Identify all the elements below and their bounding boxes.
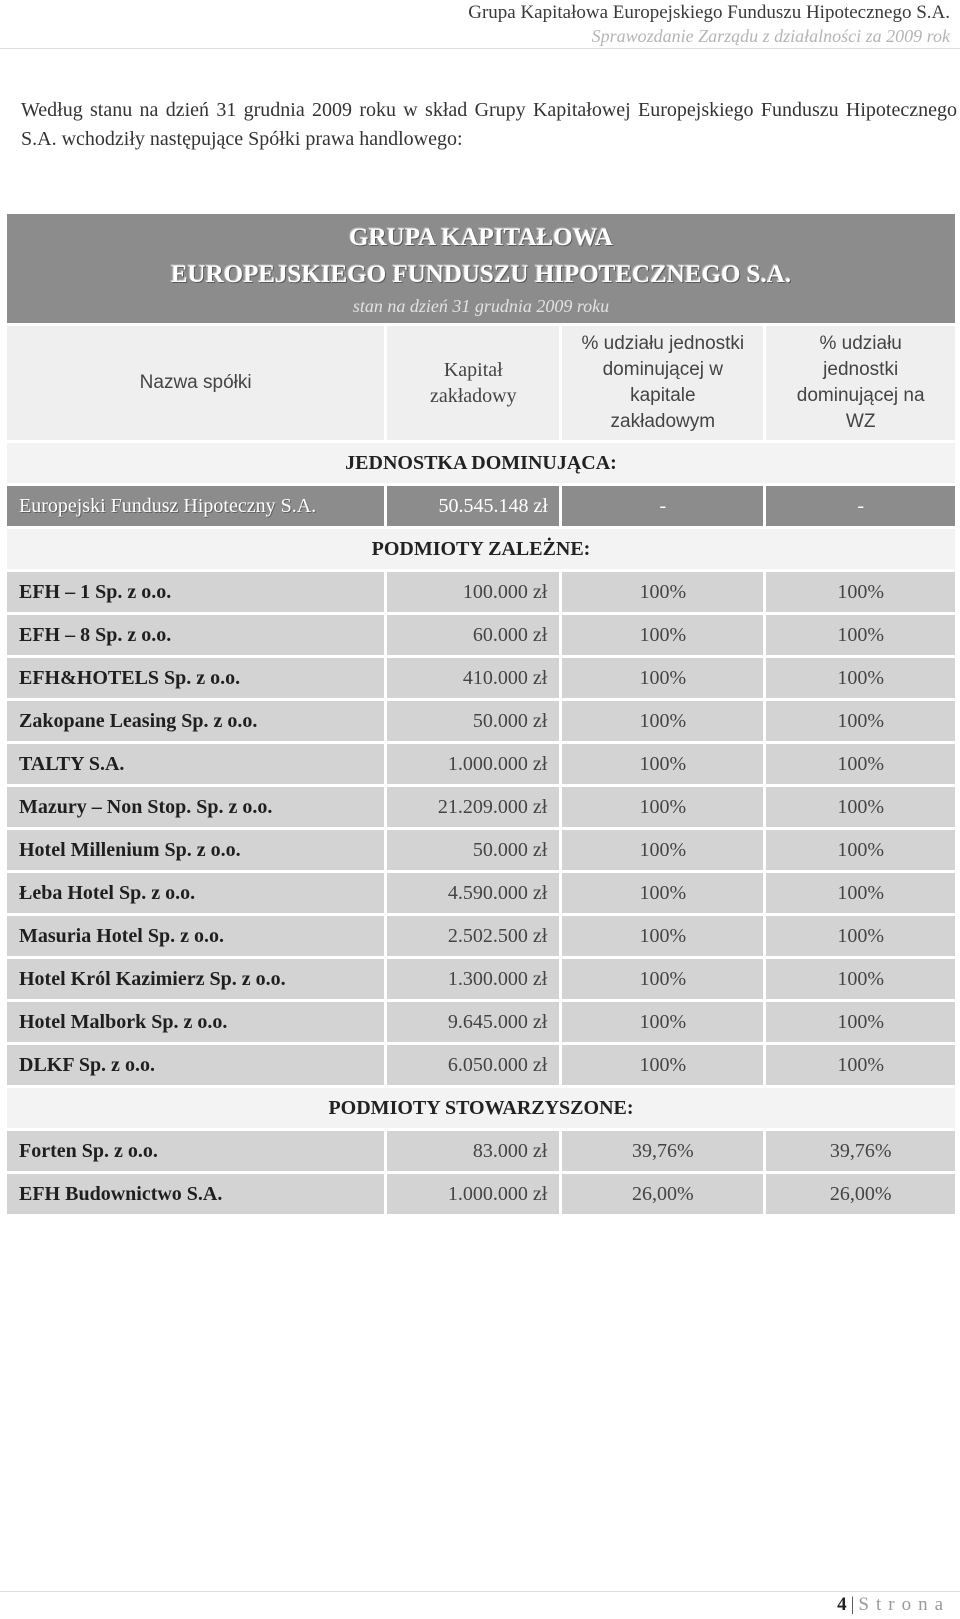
company-capital: 100.000 zł [387, 572, 559, 612]
company-name: TALTY S.A. [7, 744, 384, 784]
company-name: Zakopane Leasing Sp. z o.o. [7, 701, 384, 741]
company-share-capital: - [562, 486, 763, 526]
page-header [468, 0, 950, 47]
table-row [7, 615, 955, 655]
company-share-capital: 100% [562, 658, 763, 698]
company-name: EFH – 8 Sp. z o.o. [7, 615, 384, 655]
table-title [7, 214, 955, 323]
company-share-wz: 100% [766, 873, 955, 913]
company-share-capital: 100% [562, 615, 763, 655]
company-share-wz: 26,00% [766, 1174, 955, 1214]
company-name: DLKF Sp. z o.o. [7, 1045, 384, 1085]
company-share-capital: 100% [562, 787, 763, 827]
table-title-row [7, 214, 955, 323]
footer-separator: | [850, 1594, 855, 1615]
company-share-capital: 100% [562, 1045, 763, 1085]
table-row [7, 1131, 955, 1171]
section-parent [7, 443, 955, 483]
page-number: 4 [837, 1594, 847, 1615]
table-row [7, 572, 955, 612]
company-capital: 1.000.000 zł [387, 744, 559, 784]
company-capital: 50.000 zł [387, 701, 559, 741]
company-name: Łeba Hotel Sp. z o.o. [7, 873, 384, 913]
company-capital: 83.000 zł [387, 1131, 559, 1171]
page-word: Strona [858, 1594, 950, 1615]
company-share-capital: 100% [562, 701, 763, 741]
company-name: Hotel Król Kazimierz Sp. z o.o. [7, 959, 384, 999]
company-name: Europejski Fundusz Hipoteczny S.A. [7, 486, 384, 526]
company-share-wz: 100% [766, 572, 955, 612]
table-row [7, 959, 955, 999]
company-capital: 50.000 zł [387, 830, 559, 870]
col-header-share-capital: % udziału jednostki dominującej w kapitale zakładowym [562, 326, 763, 440]
company-share-wz: 39,76% [766, 1131, 955, 1171]
company-share-wz: - [766, 486, 955, 526]
company-share-capital: 26,00% [562, 1174, 763, 1214]
section-subsidiaries [7, 529, 955, 569]
company-share-capital: 100% [562, 1002, 763, 1042]
company-share-wz: 100% [766, 615, 955, 655]
company-capital: 1.300.000 zł [387, 959, 559, 999]
section-label: JEDNOSTKA DOMINUJĄCA: [7, 443, 955, 483]
company-share-wz: 100% [766, 1002, 955, 1042]
intro-paragraph: Według stanu na dzień 31 grudnia 2009 roku w skład Grupy Kapitałowej Europejskiego Funduszu Hipotecznego S.A. wchodziły następujące Spółki prawa handlowego: [21, 99, 957, 150]
table-title-line2: EUROPEJSKIEGO FUNDUSZU HIPOTECZNEGO S.A. [170, 260, 792, 288]
company-share-capital: 100% [562, 873, 763, 913]
company-share-wz: 100% [766, 658, 955, 698]
company-share-wz: 100% [766, 830, 955, 870]
company-name: Masuria Hotel Sp. z o.o. [7, 916, 384, 956]
company-capital: 9.645.000 zł [387, 1002, 559, 1042]
section-label: PODMIOTY ZALEŻNE: [7, 529, 955, 569]
company-share-wz: 100% [766, 959, 955, 999]
table-title-line1: GRUPA KAPITAŁOWA [349, 223, 613, 251]
company-capital: 6.050.000 zł [387, 1045, 559, 1085]
company-capital: 21.209.000 zł [387, 787, 559, 827]
table-row [7, 744, 955, 784]
company-capital: 410.000 zł [387, 658, 559, 698]
company-share-wz: 100% [766, 787, 955, 827]
company-name: Hotel Malbork Sp. z o.o. [7, 1002, 384, 1042]
company-share-wz: 100% [766, 916, 955, 956]
company-share-capital: 100% [562, 744, 763, 784]
footer-divider [0, 1591, 960, 1592]
table-row [7, 486, 955, 526]
company-share-wz: 100% [766, 1045, 955, 1085]
company-capital: 50.545.148 zł [387, 486, 559, 526]
table-title-date: stan na dzień 31 grudnia 2009 roku [352, 295, 610, 316]
company-name: EFH Budownictwo S.A. [7, 1174, 384, 1214]
group-structure-table [4, 211, 958, 1217]
company-share-wz: 100% [766, 744, 955, 784]
col-header-capital: Kapitał zakładowy [387, 326, 559, 440]
company-capital: 1.000.000 zł [387, 1174, 559, 1214]
table-row [7, 1045, 955, 1085]
company-name: EFH&HOTELS Sp. z o.o. [7, 658, 384, 698]
company-share-capital: 100% [562, 959, 763, 999]
company-name: Mazury – Non Stop. Sp. z o.o. [7, 787, 384, 827]
company-share-capital: 100% [562, 916, 763, 956]
company-name: Hotel Millenium Sp. z o.o. [7, 830, 384, 870]
table-row [7, 916, 955, 956]
header-subtitle: Sprawozdanie Zarządu z działalności za 2009 rok [591, 26, 950, 46]
header-title: Grupa Kapitałowa Europejskiego Funduszu Hipotecznego S.A. [468, 2, 950, 23]
col-header-name: Nazwa spółki [7, 326, 384, 440]
table-row [7, 1002, 955, 1042]
company-share-capital: 39,76% [562, 1131, 763, 1171]
table-row [7, 873, 955, 913]
table-row [7, 1174, 955, 1214]
page-footer [837, 1592, 950, 1618]
col-header-share-wz: % udziału jednostki dominującej na WZ [766, 326, 955, 440]
company-name: Forten Sp. z o.o. [7, 1131, 384, 1171]
company-capital: 4.590.000 zł [387, 873, 559, 913]
company-name: EFH – 1 Sp. z o.o. [7, 572, 384, 612]
table-row [7, 830, 955, 870]
company-share-capital: 100% [562, 572, 763, 612]
section-label: PODMIOTY STOWARZYSZONE: [7, 1088, 955, 1128]
table-row [7, 701, 955, 741]
table-row [7, 787, 955, 827]
company-share-wz: 100% [766, 701, 955, 741]
section-associates [7, 1088, 955, 1128]
header-divider [0, 48, 960, 49]
company-capital: 60.000 zł [387, 615, 559, 655]
company-share-capital: 100% [562, 830, 763, 870]
company-capital: 2.502.500 zł [387, 916, 559, 956]
table-row [7, 658, 955, 698]
column-header-row [7, 326, 955, 440]
